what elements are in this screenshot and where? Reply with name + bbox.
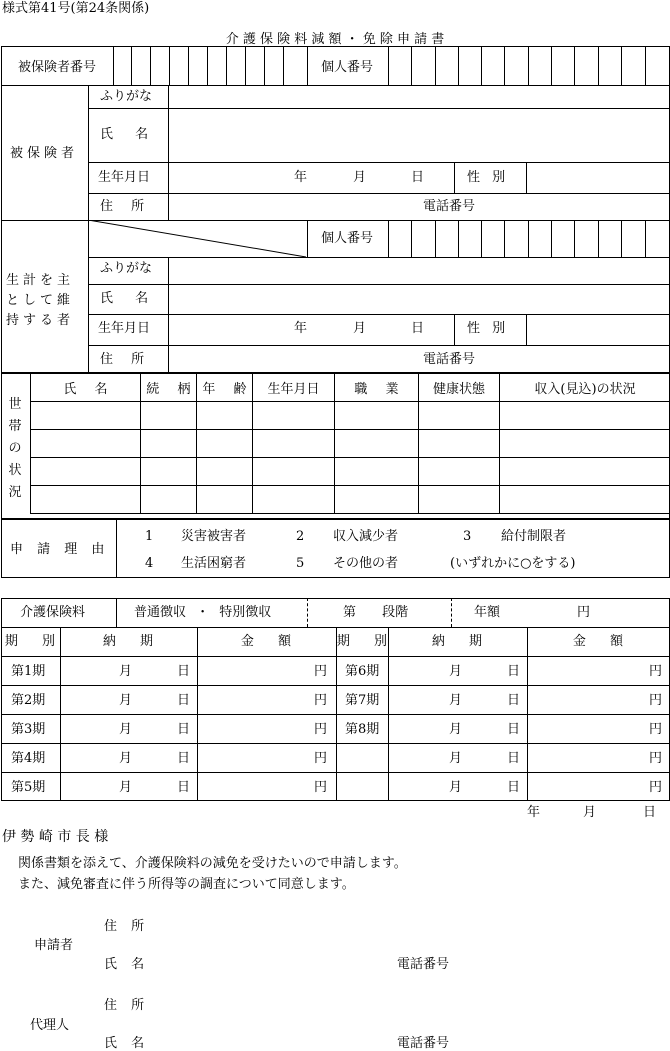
premium-row-divider: [1, 772, 670, 773]
form-number: 様式第41号(第24条関係): [2, 1, 150, 16]
reason-option-row1[interactable]: 3: [463, 529, 472, 544]
statement-1: 関係書類を添えて、介護保険料の減免を受けたいので申請します。: [18, 856, 407, 871]
left-month: 月: [119, 693, 133, 708]
personal-number-box-divider: [574, 220, 575, 257]
agent-name-label: 氏 名: [104, 1036, 145, 1051]
household-cell[interactable]: [335, 486, 419, 514]
right-yen: 円: [649, 751, 663, 766]
reason-option-row1[interactable]: 収入減少者: [333, 529, 399, 544]
premium-row-divider: [1, 656, 670, 657]
premium-header-cell: 金 額: [572, 634, 624, 649]
right-month: 月: [449, 664, 463, 679]
date-year: 年: [527, 805, 541, 820]
supporter-gender-label: 性 別: [467, 321, 506, 336]
number-box-divider: [504, 46, 505, 85]
number-box-divider: [226, 46, 227, 85]
annual-yen: 円: [577, 605, 591, 620]
supporter-personal-number-label: 個人番号: [320, 231, 374, 246]
number-box-divider: [551, 46, 552, 85]
premium-row-divider: [1, 714, 670, 715]
number-box-divider: [131, 46, 132, 85]
reason-note: (いずれかに○をする): [450, 556, 576, 571]
insured-section-label: 被保険者: [9, 146, 79, 161]
reason-option-row1[interactable]: 2: [296, 529, 305, 544]
insured-dob-day: 日: [411, 170, 425, 185]
right-day: 日: [507, 780, 521, 795]
personal-number-box-divider: [435, 220, 436, 257]
household-cell[interactable]: [419, 486, 500, 514]
premium-row-divider: [1, 743, 670, 744]
insured-dob-label: 生年月日: [98, 170, 151, 185]
insured-dob-month: 月: [353, 170, 367, 185]
left-month: 月: [119, 780, 133, 795]
household-cell[interactable]: [141, 430, 197, 458]
premium-label: 介護保険料: [20, 605, 86, 620]
annual-label: 年額: [474, 605, 501, 620]
household-cell[interactable]: [500, 458, 670, 486]
left-day: 日: [177, 751, 191, 766]
agent-label: 代理人: [30, 1018, 70, 1033]
reason-label: 申 請 理 由: [10, 542, 107, 557]
right-month: 月: [449, 722, 463, 737]
number-box-divider: [388, 46, 389, 85]
insured-gender-label: 性 別: [467, 170, 506, 185]
number-box-divider: [150, 46, 151, 85]
number-box-divider: [245, 46, 246, 85]
right-yen: 円: [649, 780, 663, 795]
household-header-cell: 生年月日: [253, 374, 335, 402]
premium-row-divider: [1, 685, 670, 686]
addressee: 伊 勢 崎 市 長 様: [2, 829, 109, 845]
premium-header-cell: 納 期: [102, 634, 154, 649]
premium-header-cell: 期 別: [336, 634, 388, 649]
household-cell[interactable]: [197, 402, 253, 430]
applicant-phone-label: 電話番号: [397, 957, 450, 972]
right-yen: 円: [649, 722, 663, 737]
premium-period-left: 第4期: [11, 751, 46, 766]
number-box-divider: [435, 46, 436, 85]
insured-address-label: 住 所: [100, 199, 145, 214]
insured-furigana-label: ふりがな: [100, 89, 153, 104]
household-cell[interactable]: [197, 458, 253, 486]
left-yen: 円: [314, 664, 328, 679]
household-cell[interactable]: [197, 486, 253, 514]
date-month: 月: [583, 805, 597, 820]
premium-header-cell: 金 額: [240, 634, 292, 649]
premium-header-cell: 納 期: [431, 634, 483, 649]
insured-dob-year: 年: [294, 170, 308, 185]
supporter-dob-month: 月: [353, 321, 367, 336]
statement-2: また、減免審査に伴う所得等の調査について同意します。: [18, 877, 355, 892]
right-day: 日: [507, 693, 521, 708]
household-cell[interactable]: [253, 402, 335, 430]
right-day: 日: [507, 751, 521, 766]
household-cell[interactable]: [141, 402, 197, 430]
personal-number-box-divider: [528, 220, 529, 257]
premium-period-left: 第1期: [11, 664, 46, 679]
personal-number-box-divider: [551, 220, 552, 257]
supporter-name-label: 氏 名: [100, 291, 149, 306]
number-box-divider: [574, 46, 575, 85]
applicant-label: 申請者: [34, 938, 74, 953]
household-header-cell: 続 柄: [141, 374, 197, 402]
premium-period-left: 第2期: [11, 693, 46, 708]
personal-number-box-divider: [598, 220, 599, 257]
number-box-divider: [264, 46, 265, 85]
insured-name-label: 氏 名: [100, 127, 149, 142]
premium-period-left: 第3期: [11, 722, 46, 737]
reason-option-row1[interactable]: 給付制限者: [501, 529, 567, 544]
insured-number-label: 被保険者番号: [17, 60, 97, 75]
household-header-cell: 職 業: [335, 374, 419, 402]
household-cell[interactable]: [335, 402, 419, 430]
number-box-divider: [481, 46, 482, 85]
household-row[interactable]: [31, 486, 670, 514]
number-box-divider: [113, 46, 114, 85]
household-row[interactable]: [31, 402, 670, 430]
left-day: 日: [177, 780, 191, 795]
number-box-divider: [458, 46, 459, 85]
left-day: 日: [177, 664, 191, 679]
household-header-cell: 氏 名: [31, 374, 141, 402]
household-cell[interactable]: [141, 486, 197, 514]
agent-phone-label: 電話番号: [397, 1036, 450, 1051]
household-table: [30, 373, 670, 514]
collection-method[interactable]: 普通徴収 ・ 特別徴収: [134, 605, 272, 620]
household-row[interactable]: [31, 430, 670, 458]
right-yen: 円: [649, 693, 663, 708]
reason-option-row1[interactable]: 1: [145, 529, 154, 544]
right-month: 月: [449, 693, 463, 708]
household-cell[interactable]: [31, 486, 141, 514]
premium-period-right: 第7期: [345, 693, 380, 708]
premium-period-right: 第8期: [345, 722, 380, 737]
diagonal-line: [88, 220, 308, 257]
supporter-phone-label: 電話番号: [423, 352, 476, 367]
personal-number-box-divider: [504, 220, 505, 257]
personal-number-box-divider: [458, 220, 459, 257]
household-header-row: [31, 374, 670, 402]
insured-phone-label: 電話番号: [423, 199, 476, 214]
left-yen: 円: [314, 722, 328, 737]
number-box-divider: [188, 46, 189, 85]
household-cell[interactable]: [335, 430, 419, 458]
number-box-divider: [283, 46, 284, 85]
premium-header-cell: 期 別: [4, 634, 56, 649]
left-day: 日: [177, 693, 191, 708]
supporter-dob-year: 年: [294, 321, 308, 336]
number-box-divider: [207, 46, 208, 85]
form-title: 介 護 保 険 料 減 額 ・ 免 除 申 請 書: [225, 32, 445, 47]
household-cell[interactable]: [253, 486, 335, 514]
reason-option-row2[interactable]: 生活困窮者: [181, 556, 247, 571]
number-box-divider: [621, 46, 622, 85]
supporter-section-label: 生計を主として維持する者: [6, 273, 75, 328]
household-cell[interactable]: [500, 402, 670, 430]
household-cell[interactable]: [31, 402, 141, 430]
right-day: 日: [507, 664, 521, 679]
number-box-divider: [598, 46, 599, 85]
supporter-furigana-label: ふりがな: [100, 261, 153, 276]
personal-number-box-divider: [621, 220, 622, 257]
household-cell[interactable]: [253, 430, 335, 458]
applicant-name-label: 氏 名: [104, 957, 145, 972]
household-header-cell: 収入(見込)の状況: [500, 374, 670, 402]
premium-period-left: 第5期: [11, 780, 46, 795]
supporter-dob-label: 生年月日: [98, 321, 151, 336]
left-yen: 円: [314, 780, 328, 795]
personal-number-label: 個人番号: [320, 60, 374, 75]
left-yen: 円: [314, 693, 328, 708]
right-day: 日: [507, 722, 521, 737]
household-cell[interactable]: [500, 430, 670, 458]
personal-number-box-divider: [645, 220, 646, 257]
number-box-divider: [528, 46, 529, 85]
household-cell[interactable]: [197, 430, 253, 458]
household-cell[interactable]: [419, 430, 500, 458]
number-box-divider: [169, 46, 170, 85]
left-month: 月: [119, 722, 133, 737]
personal-number-box-divider: [411, 220, 412, 257]
reason-option-row2[interactable]: 4: [145, 556, 154, 571]
premium-period-right: 第6期: [345, 664, 380, 679]
right-month: 月: [449, 751, 463, 766]
household-header-cell: 健康状態: [419, 374, 500, 402]
personal-number-box-divider: [388, 220, 389, 257]
reason-option-row2[interactable]: 5: [296, 556, 305, 571]
left-month: 月: [119, 751, 133, 766]
number-box-divider: [645, 46, 646, 85]
left-yen: 円: [314, 751, 328, 766]
household-cell[interactable]: [335, 458, 419, 486]
household-cell[interactable]: [253, 458, 335, 486]
household-cell[interactable]: [419, 458, 500, 486]
applicant-address-label: 住 所: [104, 919, 145, 934]
household-section-label: 世帯の状況: [8, 397, 22, 500]
right-yen: 円: [649, 664, 663, 679]
supporter-address-label: 住 所: [100, 352, 145, 367]
premium-stage: 第 段階: [343, 605, 409, 620]
household-header-cell: 年 齢: [197, 374, 253, 402]
household-cell[interactable]: [31, 458, 141, 486]
supporter-dob-day: 日: [411, 321, 425, 336]
household-cell[interactable]: [419, 402, 500, 430]
personal-number-box-divider: [481, 220, 482, 257]
household-cell[interactable]: [31, 430, 141, 458]
household-row[interactable]: [31, 458, 670, 486]
household-cell[interactable]: [500, 486, 670, 514]
left-month: 月: [119, 664, 133, 679]
date-day: 日: [643, 805, 657, 820]
left-day: 日: [177, 722, 191, 737]
agent-address-label: 住 所: [104, 998, 145, 1013]
reason-option-row2[interactable]: その他の者: [333, 556, 399, 571]
number-box-divider: [307, 46, 308, 85]
number-box-divider: [411, 46, 412, 85]
right-month: 月: [449, 780, 463, 795]
reason-option-row1[interactable]: 災害被害者: [181, 529, 247, 544]
household-cell[interactable]: [141, 458, 197, 486]
